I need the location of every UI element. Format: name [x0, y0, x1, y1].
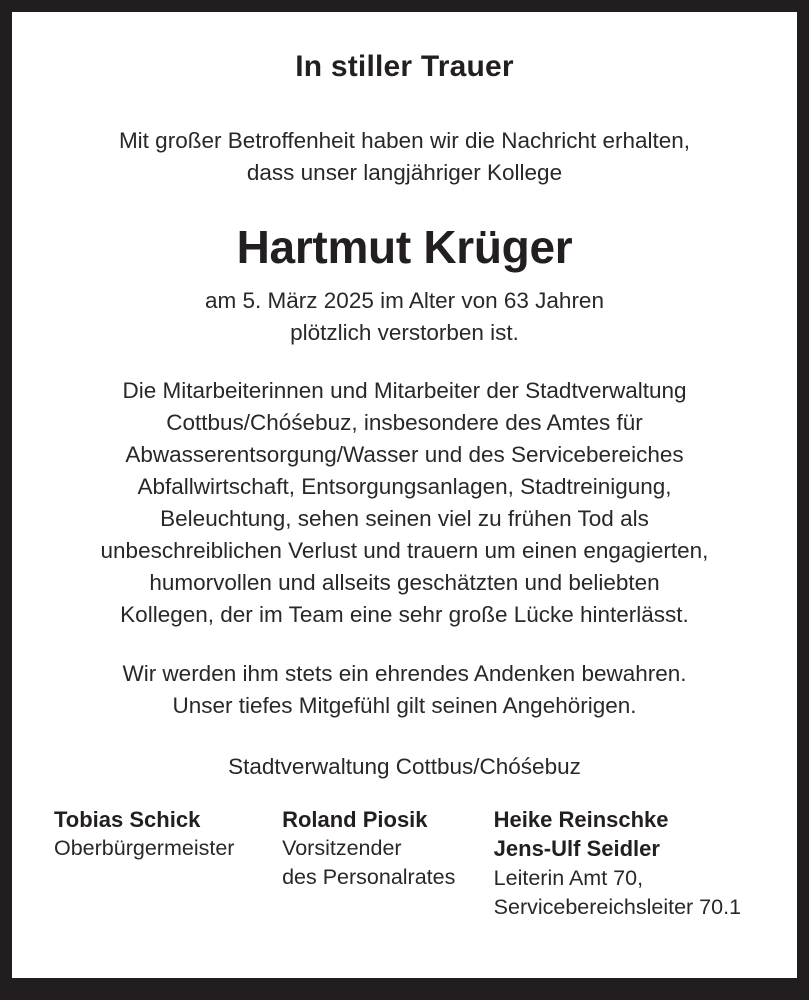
death-info: [34, 285, 775, 349]
signatory-column: [282, 805, 494, 892]
closing-paragraph: [34, 658, 775, 722]
signatory-column: [494, 805, 775, 922]
signatory-role: Vorsitzender: [282, 836, 402, 861]
body-line: Abfallwirtschaft, Entsorgungsanlagen, Stadtreinigung,: [137, 474, 672, 500]
lede-paragraph: [34, 125, 775, 189]
closing-line: Unser tiefes Mitgefühl gilt seinen Angehörigen.: [172, 692, 637, 718]
closing-line: Wir werden ihm stets ein ehrendes Andenken bewahren.: [122, 660, 687, 686]
signatory-name: Heike Reinschke: [493, 806, 669, 832]
organisation-name: Stadtverwaltung Cottbus/Chóśebuz: [228, 753, 581, 779]
body-line: Die Mitarbeiterinnen und Mitarbeiter der Stadtverwaltung: [122, 378, 687, 404]
notice-content: [12, 12, 797, 978]
body-line: Cottbus/Chóśebuz, insbesondere des Amtes für: [166, 410, 643, 436]
signatory-role: Oberbürgermeister: [54, 836, 235, 861]
signatory-block: [34, 805, 775, 922]
lede-line: Mit großer Betroffenheit haben wir die Nachricht erhalten,: [118, 128, 691, 153]
body-line: Abwasserentsorgung/Wasser und des Servicebereiches: [125, 442, 684, 468]
body-paragraph: [34, 375, 775, 632]
signatory-role: Servicebereichsleiter 70.1: [493, 894, 742, 919]
death-info-line: plötzlich verstorben ist.: [290, 320, 519, 346]
death-info-line: am 5. März 2025 im Alter von 63 Jahren: [205, 288, 604, 314]
body-line: unbeschreiblichen Verlust und trauern um einen engagierten,: [100, 538, 709, 564]
body-line: Kollegen, der im Team eine sehr große Lücke hinterlässt.: [120, 602, 689, 628]
lede-line: dass unser langjähriger Kollege: [246, 159, 563, 185]
signatory-role: des Personalrates: [282, 865, 456, 890]
body-line: humorvollen und allseits geschätzten und beliebten: [149, 570, 660, 596]
body-line: Beleuchtung, sehen seinen viel zu frühen Tod als: [160, 506, 649, 532]
signatory-role: Leiterin Amt 70,: [493, 865, 644, 890]
signatory-name: Jens-Ulf Seidler: [493, 836, 660, 862]
signatory-name: Roland Piosik: [282, 806, 428, 832]
signatory-name: Tobias Schick: [54, 806, 201, 832]
page-title: In stiller Trauer: [295, 50, 514, 83]
signatory-column: [54, 805, 282, 863]
deceased-name: Hartmut Krüger: [236, 220, 573, 273]
